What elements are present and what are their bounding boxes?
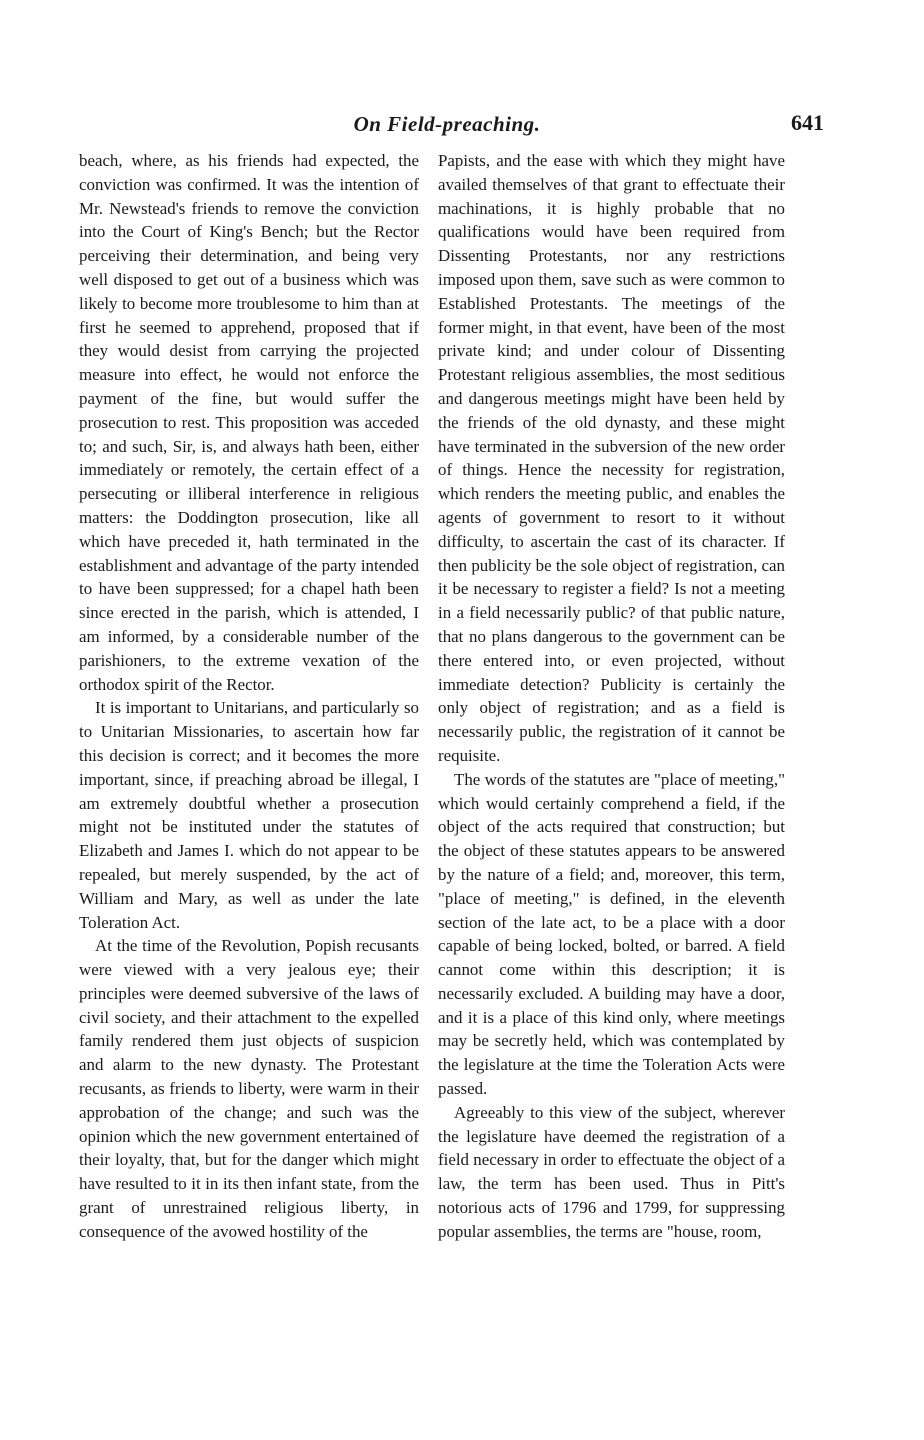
paragraph: The words of the statutes are "place of meeting," which would certainly comprehend a field, if the object of the acts required that construction; but the object of these statutes appears to be answered by the nature of a field; and, moreover, this term, "place of meeting," is defined, in the eleventh section of the late act, to be a place with a door capable of being locked, bolted, or barred. A field cannot come within this description; it is necessarily excluded. A building may have a door, and it is a place of this kind only, where meetings may be secretly held, which was contemplated by the legislature at the time the Toleration Acts were passed. [438, 769, 785, 1099]
paragraph: Agreeably to this view of the subject, wherever the legislature have deemed the registration of a field necessary in order to effectuate the object of a law, the term has been used. Thus in Pitt's notorious acts of 1796 and 1799, for suppressing popular assemblies, the terms are "house, room, [438, 1102, 785, 1241]
running-title: On Field-preaching. [353, 112, 541, 136]
paragraph: It is important to Unitarians, and particularly so to Unitarian Missionaries, to ascertain how far this decision is correct; and it becomes the more important, since, if preaching abroad be illegal, I am extremely doubtful whether a prosecution might not be instituted under the statutes of Elizabeth and James I. which do not appear to be repealed, but merely suspended, by the act of William and Mary, as well as under the late Toleration Act. [79, 698, 419, 932]
paragraph: beach, where, as his friends had expected, the conviction was confirmed. It was the intention of Mr. Newstead's friends to remove the conviction into the Court of King's Bench; but the Rector perceiving their determination, and being very well disposed to get out of a business which was likely to become more troublesome to him than at first he seemed to apprehend, proposed that if they would desist from carrying the projected measure into effect, he would not enforce the payment of the fine, but would suffer the prosecution to rest. This proposition was acceded to; and such, Sir, is, and always hath been, either immediately or remotely, the certain effect of a persecuting or illiberal interference in religious matters: the Doddington prosecution, like all which have preceded it, hath terminated in the establishment and advantage of the party intended to have been suppressed; for a chapel hath been since erected in the parish, which is attended, I am informed, by a considerable number of the parishioners, to the extreme vexation of the orthodox spirit of the Rector. [79, 151, 419, 694]
page-header [70, 108, 824, 142]
left-column [79, 149, 419, 1244]
right-column [438, 149, 785, 1244]
paragraph: At the time of the Revolution, Popish recusants were viewed with a very jealous eye; their principles were deemed subversive of the laws of civil society, and their attachment to the expelled family rendered them just objects of suspicion and alarm to the new dynasty. The Protestant recusants, as friends to liberty, were warm in their approbation of the change; and such was the opinion which the new government entertained of their loyalty, that, but for the danger which might have resulted to it in its then infant state, from the grant of unrestrained religious liberty, in consequence of the avowed hostility of the [79, 936, 419, 1241]
page-number: 641 [791, 110, 824, 135]
paragraph: Papists, and the ease with which they might have availed themselves of that grant to effectuate their machinations, it is highly probable that no qualifications would have been required from Dissenting Protestants, nor any restrictions imposed upon them, save such as were common to Established Protestants. The meetings of the former might, in that event, have been of the most private kind; and under colour of Dissenting Protestant religious assemblies, the most seditious and dangerous meetings might have been held by the friends of the old dynasty, and these might have terminated in the subversion of the new order of things. Hence the necessity for registration, which renders the meeting public, and enables the agents of government to resort to it without difficulty, to ascertain the cast of its character. If then publicity be the sole object of registration, can it be necessary to register a field? Is not a meeting in a field necessarily public? of that public nature, that no plans dangerous to the government can be there entered into, or even projected, without immediate detection? Publicity is certainly the only object of registration; and as a field is necessarily public, the registration of it cannot be requisite. [438, 151, 785, 765]
